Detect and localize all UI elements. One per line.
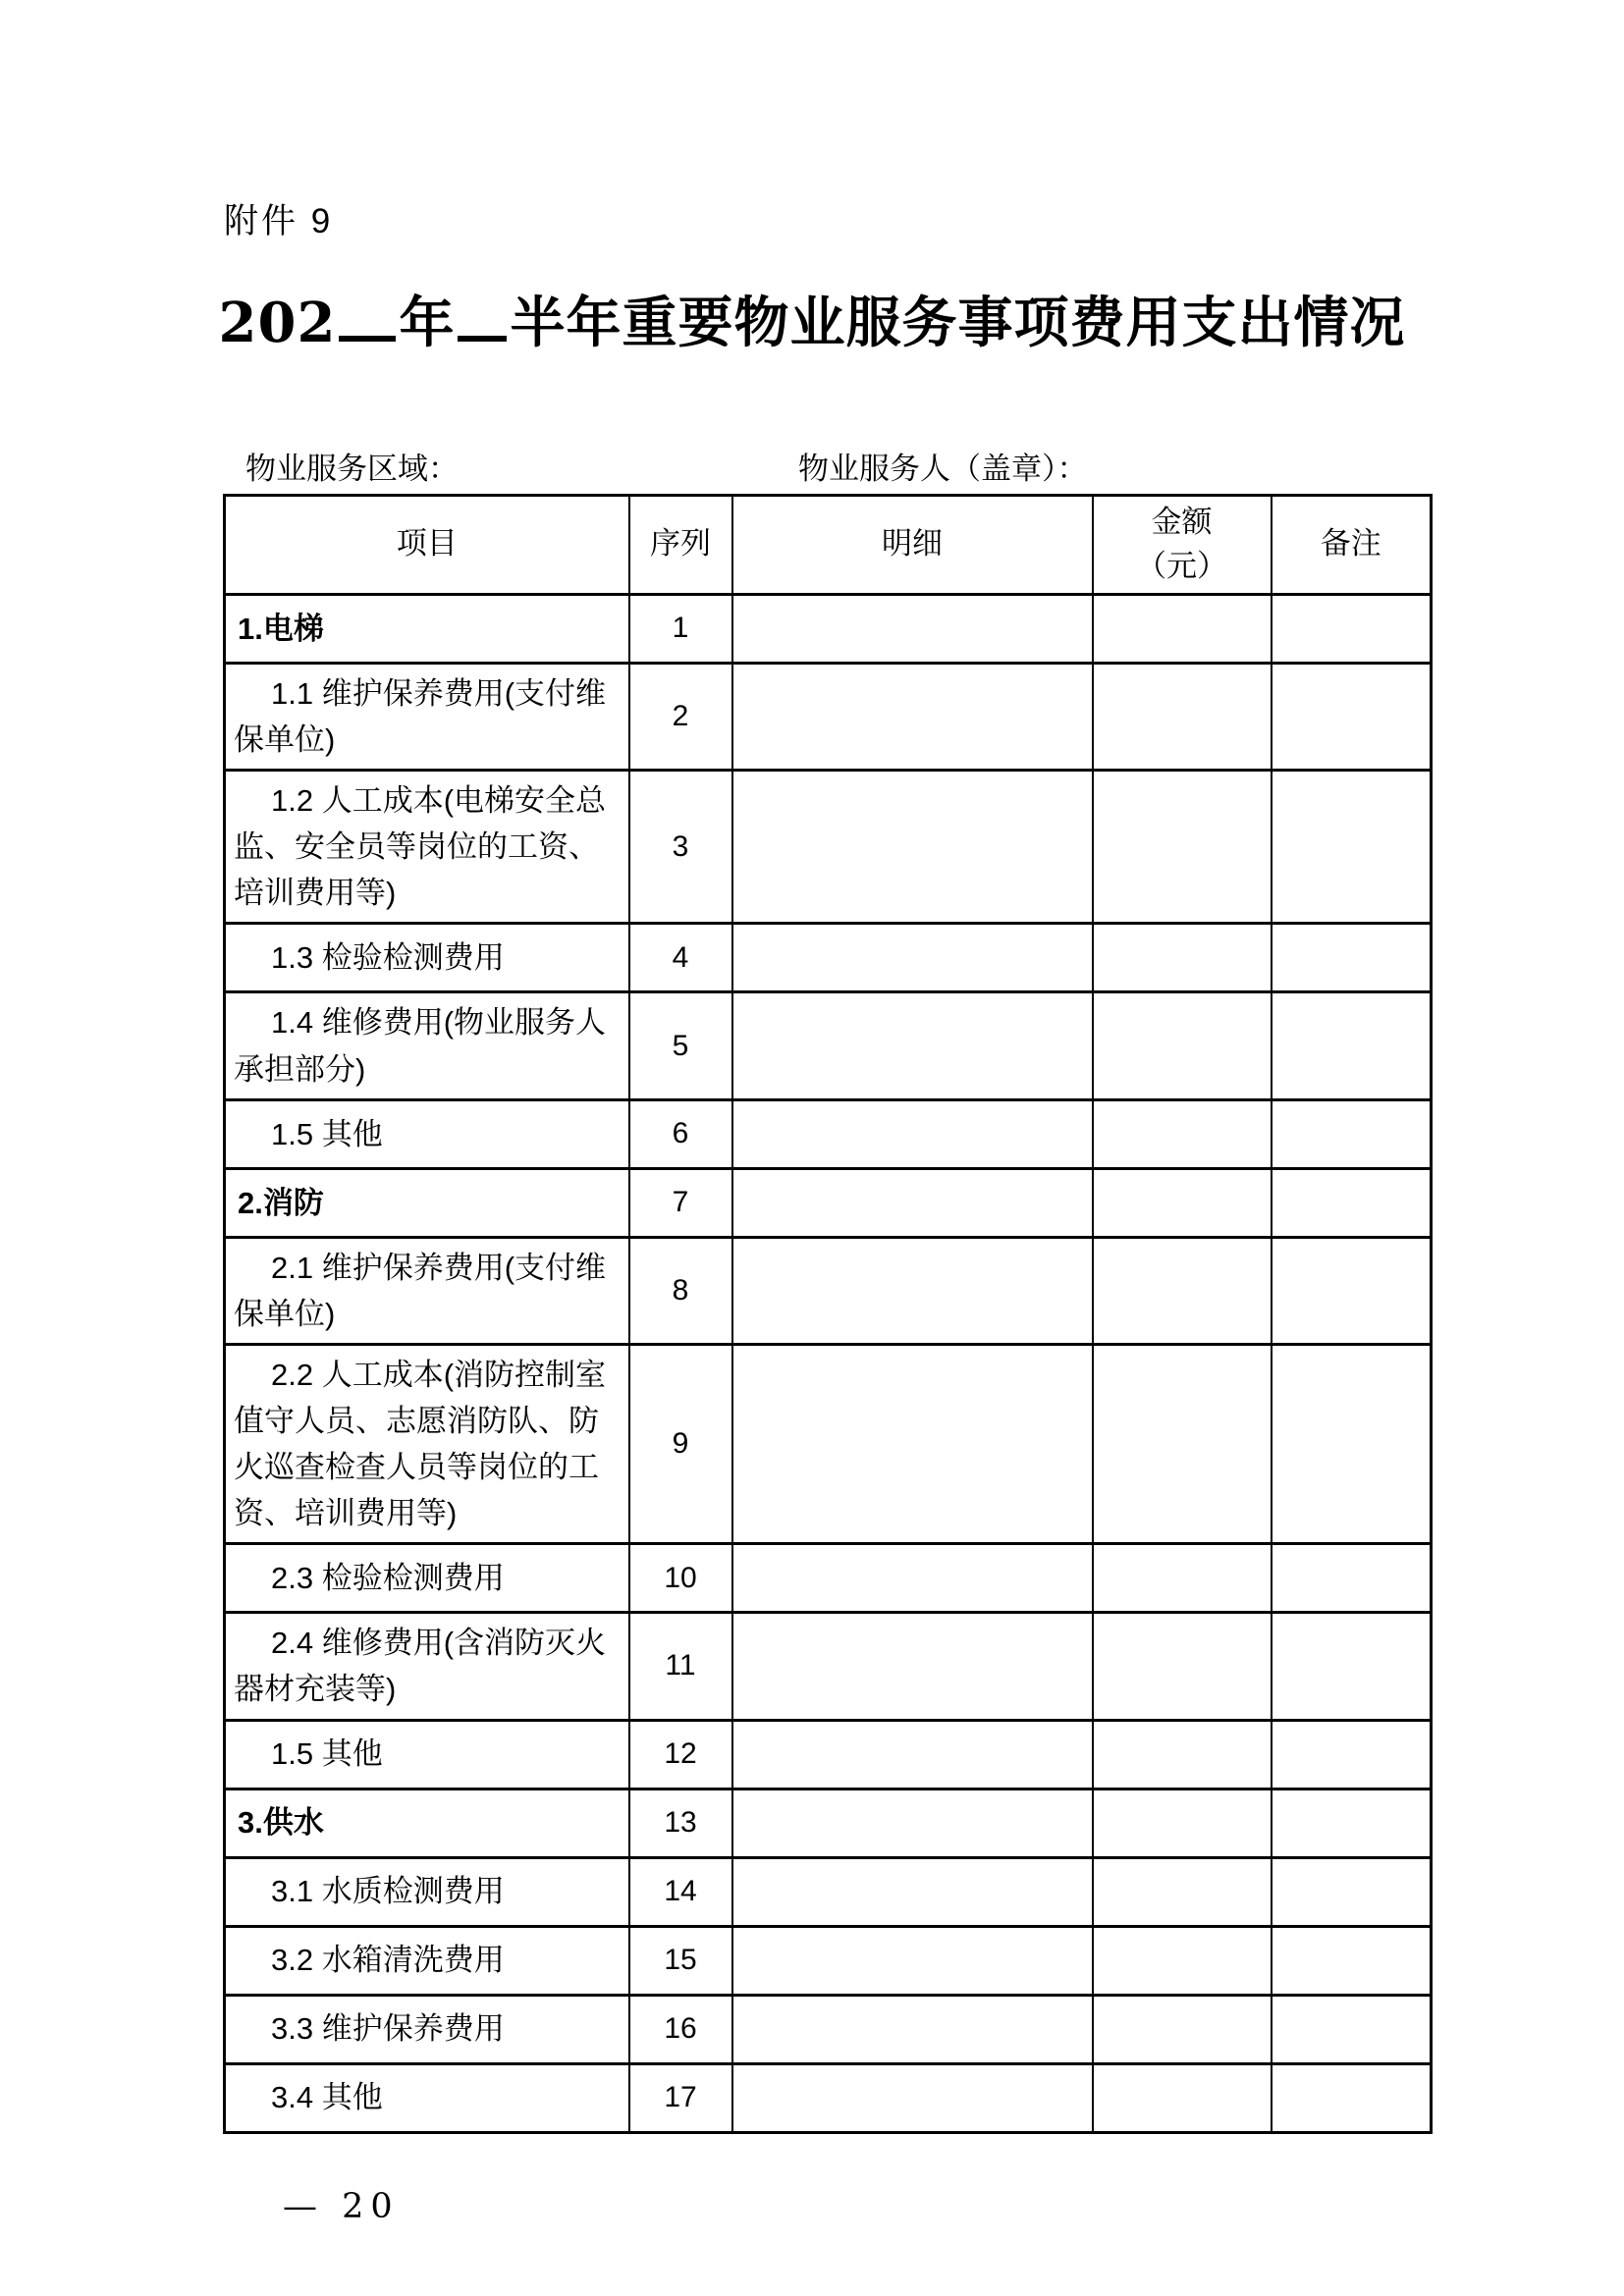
title-year-char: 年 <box>399 291 456 355</box>
detail-cell <box>732 1995 1093 2063</box>
seq-cell: 4 <box>629 924 732 992</box>
header-amount-line1: 金额 <box>1151 505 1213 539</box>
table-row <box>225 663 1432 770</box>
amount-cell <box>1093 924 1272 992</box>
amount-cell <box>1093 1926 1272 1995</box>
title-blank-line <box>458 332 507 342</box>
item-cell: 1.5 其他 <box>225 1099 629 1168</box>
header-detail: 明细 <box>732 496 1093 595</box>
detail-cell <box>732 1926 1093 1995</box>
item-cell: 2.1 维护保养费用(支付维保单位) <box>225 1237 629 1344</box>
table-row <box>225 924 1432 992</box>
amount-cell <box>1093 663 1272 770</box>
detail-cell <box>732 594 1093 663</box>
seq-cell: 12 <box>629 1720 732 1789</box>
amount-cell <box>1093 1857 1272 1926</box>
item-cell: 3.3 维护保养费用 <box>225 1995 629 2063</box>
header-seq: 序列 <box>629 496 732 595</box>
detail-cell <box>732 1857 1093 1926</box>
region-label: 物业服务区域： <box>245 452 459 486</box>
seq-cell: 9 <box>629 1344 732 1543</box>
amount-cell <box>1093 2063 1272 2132</box>
item-cell: 1.4 维修费用(物业服务人承担部分) <box>225 992 629 1099</box>
detail-cell <box>732 1789 1093 1857</box>
remark-cell <box>1272 771 1432 924</box>
detail-cell <box>732 1168 1093 1237</box>
page-title <box>0 280 1624 358</box>
table-row <box>225 1613 1432 1720</box>
header-remark: 备注 <box>1272 496 1432 595</box>
seq-cell: 6 <box>629 1099 732 1168</box>
seq-cell: 15 <box>629 1926 732 1995</box>
amount-cell <box>1093 1613 1272 1720</box>
item-cell: 3.4 其他 <box>225 2063 629 2132</box>
amount-cell <box>1093 1344 1272 1543</box>
table-row <box>225 1168 1432 1237</box>
remark-cell <box>1272 1613 1432 1720</box>
amount-cell <box>1093 1544 1272 1613</box>
remark-cell <box>1272 1099 1432 1168</box>
title-suffix: 半年重要物业服务事项费用支出情况 <box>510 291 1406 355</box>
seq-cell: 2 <box>629 663 732 770</box>
detail-cell <box>732 771 1093 924</box>
table-row <box>225 1926 1432 1995</box>
amount-cell <box>1093 771 1272 924</box>
remark-cell <box>1272 594 1432 663</box>
seq-cell: 5 <box>629 992 732 1099</box>
seq-cell: 8 <box>629 1237 732 1344</box>
item-cell: 1.3 检验检测费用 <box>225 924 629 992</box>
seq-cell: 14 <box>629 1857 732 1926</box>
amount-cell <box>1093 1099 1272 1168</box>
remark-cell <box>1272 1544 1432 1613</box>
seq-cell: 3 <box>629 771 732 924</box>
amount-cell <box>1093 1168 1272 1237</box>
seq-cell: 13 <box>629 1789 732 1857</box>
detail-cell <box>732 663 1093 770</box>
remark-cell <box>1272 924 1432 992</box>
remark-cell <box>1272 1720 1432 1789</box>
seq-cell: 7 <box>629 1168 732 1237</box>
detail-cell <box>732 1344 1093 1543</box>
remark-cell <box>1272 1789 1432 1857</box>
item-cell: 1.2 人工成本(电梯安全总监、安全员等岗位的工资、培训费用等) <box>225 771 629 924</box>
detail-cell <box>732 1544 1093 1613</box>
seq-cell: 11 <box>629 1613 732 1720</box>
remark-cell <box>1272 1857 1432 1926</box>
seq-cell: 16 <box>629 1995 732 2063</box>
item-cell: 1.5 其他 <box>225 1720 629 1789</box>
table-row <box>225 1857 1432 1926</box>
remark-cell <box>1272 1995 1432 2063</box>
table-row <box>225 992 1432 1099</box>
item-cell: 3.1 水质检测费用 <box>225 1857 629 1926</box>
table-row <box>225 594 1432 663</box>
item-cell: 1.1 维护保养费用(支付维保单位) <box>225 663 629 770</box>
table-row <box>225 1237 1432 1344</box>
table-row <box>225 1544 1432 1613</box>
detail-cell <box>732 1237 1093 1344</box>
amount-cell <box>1093 992 1272 1099</box>
detail-cell <box>732 924 1093 992</box>
expenses-table <box>223 494 1433 2134</box>
item-cell: 3.供水 <box>225 1789 629 1857</box>
remark-cell <box>1272 2063 1432 2132</box>
header-amount-line2: （元） <box>1136 548 1227 583</box>
table-row <box>225 1099 1432 1168</box>
table-row <box>225 1995 1432 2063</box>
item-cell: 2.3 检验检测费用 <box>225 1544 629 1613</box>
detail-cell <box>732 1720 1093 1789</box>
amount-cell <box>1093 1789 1272 1857</box>
remark-cell <box>1272 1168 1432 1237</box>
item-cell: 3.2 水箱清洗费用 <box>225 1926 629 1995</box>
amount-cell <box>1093 1720 1272 1789</box>
header-item: 项目 <box>225 496 629 595</box>
seq-cell: 1 <box>629 594 732 663</box>
detail-cell <box>732 2063 1093 2132</box>
seq-cell: 10 <box>629 1544 732 1613</box>
item-cell: 2.4 维修费用(含消防灭火器材充装等) <box>225 1613 629 1720</box>
remark-cell <box>1272 992 1432 1099</box>
footer-page-number: — 20 <box>283 2187 400 2226</box>
detail-cell <box>732 1099 1093 1168</box>
remark-cell <box>1272 663 1432 770</box>
seq-cell: 17 <box>629 2063 732 2132</box>
remark-cell <box>1272 1344 1432 1543</box>
title-prefix: 202 <box>218 291 337 355</box>
table-row <box>225 1344 1432 1543</box>
table-row <box>225 2063 1432 2132</box>
item-cell: 1.电梯 <box>225 594 629 663</box>
amount-cell <box>1093 1237 1272 1344</box>
title-blank-line <box>339 332 396 342</box>
remark-cell <box>1272 1237 1432 1344</box>
item-cell: 2.消防 <box>225 1168 629 1237</box>
table-header-row <box>225 496 1432 595</box>
header-amount <box>1093 496 1272 595</box>
attachment-label: 附件 9 <box>224 202 334 240</box>
provider-label: 物业服务人（盖章）： <box>798 452 1088 486</box>
item-cell: 2.2 人工成本(消防控制室值守人员、志愿消防队、防火巡查检查人员等岗位的工资、培训费用等) <box>225 1344 629 1543</box>
remark-cell <box>1272 1926 1432 1995</box>
amount-cell <box>1093 1995 1272 2063</box>
table-row <box>225 1789 1432 1857</box>
detail-cell <box>732 992 1093 1099</box>
amount-cell <box>1093 594 1272 663</box>
detail-cell <box>732 1613 1093 1720</box>
table-row <box>225 771 1432 924</box>
table-row <box>225 1720 1432 1789</box>
